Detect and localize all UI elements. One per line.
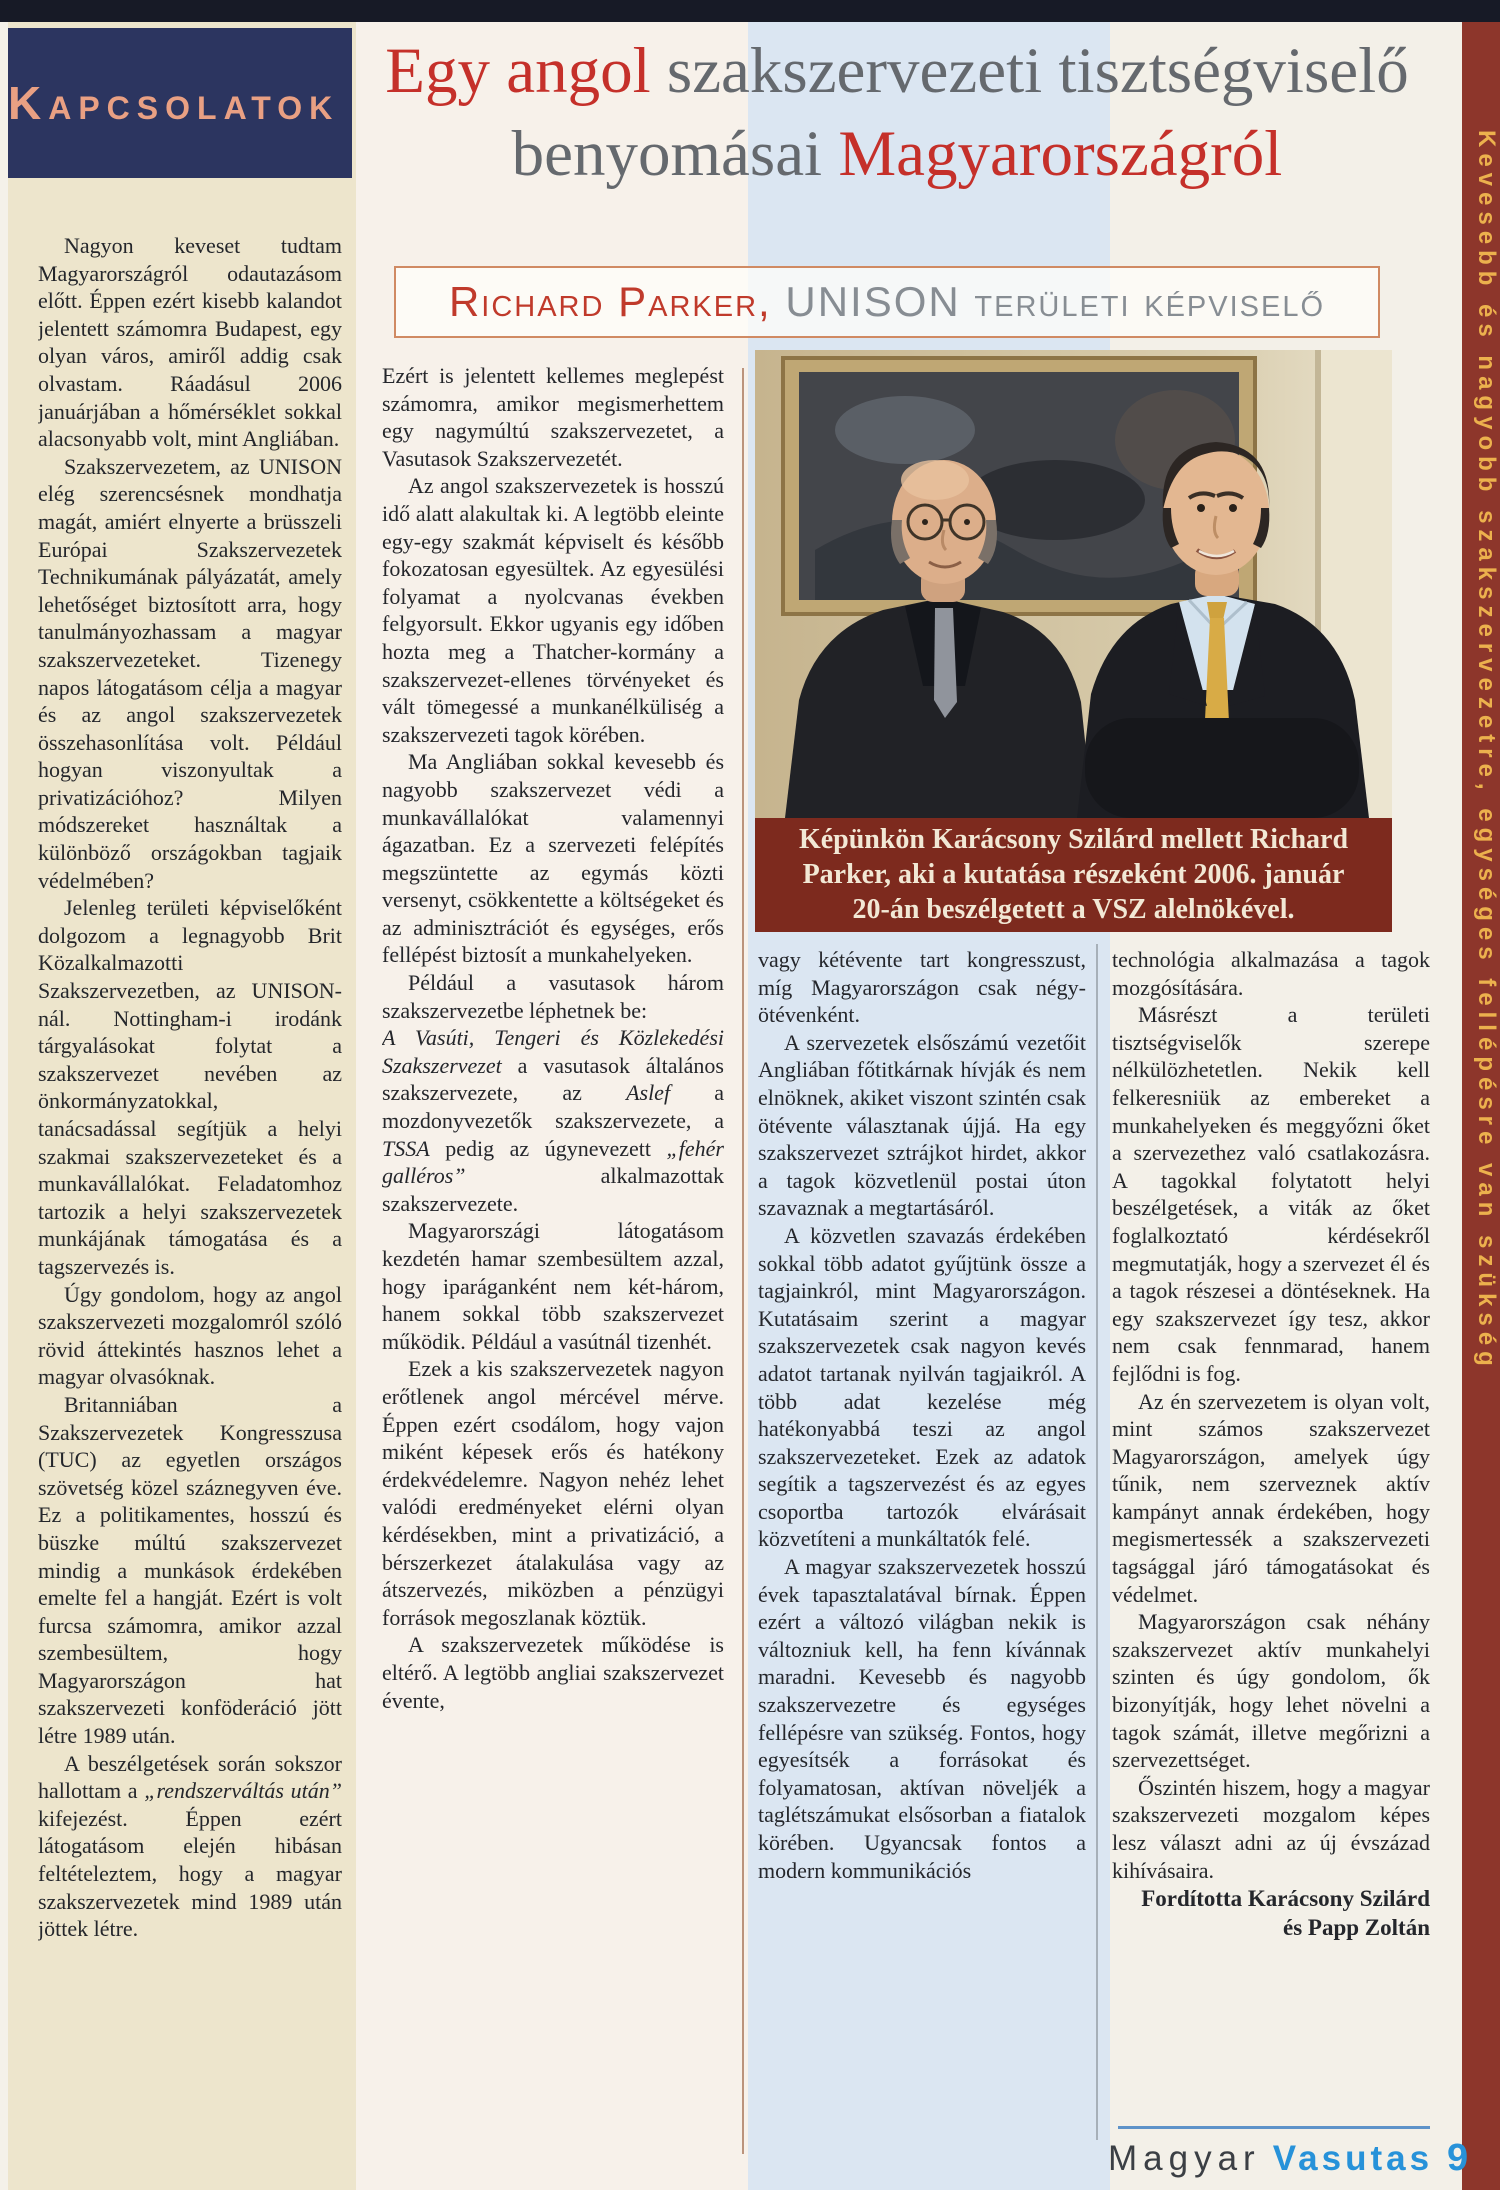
article-photo: [755, 350, 1392, 818]
text-column-2: [382, 362, 724, 2164]
title-red-part: Egy angol: [385, 35, 667, 107]
quoted-phrase: „fehér galléros”: [382, 1135, 724, 1189]
body-paragraph: Az angol szakszervezetek is hosszú idő alatt alakultak ki. A legtöbb eleinte egy-egy szakmát képviselt és később fokozatosan egyesültek. Az egyesülési folyamat a nyolcvanas években felgyorsult. Ekkor ugyanis egy időben hozta meg a Thatcher-kormány a szakszervezet-ellenes törvényeket és vált tömegessé a munkanélküliség a szakszervezeti tagok körében.: [382, 473, 724, 747]
body-paragraph: Jelenleg területi képviselőként dolgozom a legnagyobb Brit Közalkalmazotti Szakszervezetben, az UNISON-nál. Nottingham-i irodánk tárgyalásokat folytat a szakszervezet nevében az önkormányzatokkal, tanácsadással segítjük a helyi szakmai szakszervezeteket és a munkavállalókat. Feladatomhoz tartozik a helyi szakszervezetek munkájának támogatása és a tagszervezés is.: [38, 895, 342, 1279]
body-paragraph: Magyarországi látogatásom kezdetén hamar szembesültem azzal, hogy iparáganként nem két-három, hanem sokkal több szakszervezet működik. Például a vasútnál tizenhét.: [382, 1218, 724, 1354]
paragraph-text: kifejezést. Éppen ezért látogatásom elején hibásan feltételeztem, hogy a magyar szakszervezetek mind 1989 után jöttek létre.: [38, 1805, 342, 1942]
body-paragraph: Őszintén hiszem, hogy a magyar szakszervezeti mozgalom képes lesz választ adni az új évszázad kihívásaira.: [1112, 1774, 1430, 1883]
magazine-name-part2: Vasutas: [1272, 2139, 1434, 2178]
article-subtitle: [394, 266, 1380, 338]
column-divider: [1096, 944, 1098, 2140]
body-paragraph: Magyarországon csak néhány szakszervezet aktív munkahelyi szinten és úgy gondolom, ők bizonyítják, hogy lehet növelni a tagok számát, illetve megőrizni a szervezettséget.: [1112, 1609, 1430, 1773]
body-paragraph: Másrészt a területi tisztségviselők szerepe nélkülözhetetlen. Nekik kell felkeresniük az embereket a munkahelyeken és meggyőzni őket a szervezethez való csatlakozásra. A tagokkal folytatott helyi beszélgetések, a viták az őket foglalkoztató kérdésekről megmutatják, hogy a szervezet él és a tagok részesei a döntéseknek. Ha egy szakszervezet így tesz, akkor nem csak fennmarad, hanem fejlődni is fog.: [1112, 1002, 1430, 1386]
subtitle-author-name: Richard Parker,: [448, 278, 786, 325]
magazine-footer: [1108, 2136, 1469, 2181]
title-red-part2: Magyarországról: [838, 118, 1283, 190]
article-title: [360, 30, 1434, 196]
photo-illustration: [755, 350, 1392, 818]
page-number: 9: [1447, 2137, 1469, 2179]
body-paragraph: A szakszervezetek működése is eltérő. A legtöbb angliai szakszervezet évente,: [382, 1632, 724, 1713]
paragraph-text: pedig az úgynevezett: [429, 1135, 667, 1161]
subtitle-union-name: UNISON: [785, 278, 975, 325]
union-name: A Vasúti, Tengeri és Közlekedési Szakszervezet: [382, 1025, 724, 1078]
text-column-3: [758, 946, 1086, 2162]
body-paragraph-union-list: [382, 1024, 724, 1217]
body-paragraph: Az én szervezetem is olyan volt, mint számos szakszervezet Magyarországon, amelyek úgy tűnik, nem szerveznek aktív kampányt annak érdekében, hogy megismertessék a szakszervezeti tagsággal járó támogatásokat és védelmet.: [1112, 1388, 1430, 1607]
page-top-edge: [0, 0, 1500, 22]
subtitle-role: területi képviselő: [974, 278, 1326, 325]
footer-rule: [1118, 2126, 1430, 2129]
body-paragraph: Például a vasutasok három szakszervezetbe léphetnek be:: [382, 970, 724, 1023]
body-paragraph: Ezek a kis szakszervezetek nagyon erőtlenek angol mércével mérve. Éppen ezért csodálom, hogy vajon miként képesek erős és hatékony érdekvédelemre. Nagyon nehéz lehet valódi eredményeket elérni olyan kérdésekben, mint a privatizáció, a bérszerkezet átalakulása vagy az átszervezés, miközben a pénzügyi források megoszlanak köztük.: [382, 1356, 724, 1630]
right-sidebar-bar: [1462, 22, 1500, 2190]
title-gray-part: szakszervezeti tisztségviselő: [666, 35, 1409, 107]
body-paragraph: Britanniában a Szakszervezetek Kongresszusa (TUC) az egyetlen országos szövetség közel száznegyven éve. Ez a politikamentes, hosszú és büszke múltú szakszervezet mindig a munkások érdekében emelte fel a hangját. Ezért is volt furcsa számomra, amikor azzal szembesültem, hogy Magyarországon hat szakszervezeti konföderáció jött létre 1989 után.: [38, 1391, 342, 1749]
body-paragraph: Ezért is jelentett kellemes meglepést számomra, amikor megismerhettem egy nagymúltú szakszervezetet, a Vasutasok Szakszervezetét.: [382, 363, 724, 471]
sidebar-vertical-quote: Kevesebb és nagyobb szakszervezetre, egységes fellépésre van szükség: [1473, 130, 1500, 1372]
text-column-4: [1112, 946, 1430, 2136]
body-paragraph: A szervezetek elsőszámú vezetőit Angliában főtitkárnak hívják és nem elnöknek, akiket viszont szintén csak ötévente választanak újjá. Ha egy szakszervezet sztrájkot hirdet, akkor a tagok közvetlenül postai úton szavaznak a megtartásáról.: [758, 1029, 1086, 1221]
crossed-arms: [1085, 718, 1359, 818]
paragraph-text: a vasutasok általános szakszervezete, az: [382, 1052, 724, 1106]
union-name: Aslef: [626, 1080, 671, 1106]
quoted-phrase: „rendszerváltás után”: [144, 1778, 342, 1804]
body-paragraph: A közvetlen szavazás érdekében sokkal több adatot gyűjtünk össze a tagjainkról, mint Magyarországon. Kutatásaim szerint a magyar szakszervezetek csak nagyon kevés adatot tartanak nyilván tagjaikról. A több adat kezelése még hatékonyabbá teszi az angol szakszervezeteket. Ezek az adatok segítik a tagszervezést és az egyes csoportba tartozók elvárásait közvetíteni a munkáltatók felé.: [758, 1222, 1086, 1552]
magazine-name-part1: Magyar: [1108, 2139, 1261, 2178]
union-name: TSSA: [382, 1135, 430, 1161]
section-tag: Kapcsolatok: [8, 28, 352, 178]
body-paragraph: [38, 1750, 342, 1943]
title-gray-part2: benyomásai: [511, 118, 839, 190]
tie-gray: [934, 608, 957, 718]
body-paragraph: A magyar szakszervezetek hosszú évek tapasztalatával bírnak. Éppen ezért a változó világban nekik is változniuk kell, ha fenn kívánnak maradni. Kevesebb és nagyobb szakszervezetre és egységes fellépésre van szükség. Fontos, hogy egyesítsék a forrásokat és folyamatosan, aktívan növeljék a taglétszámukat elsősorban a fiatalok körében. Ugyancsak fontos a modern kommunikációs: [758, 1554, 1086, 1883]
body-paragraph: Nagyon keveset tudtam Magyarországról odautazásom előtt. Éppen ezért kisebb kalandot jelentett számomra Budapest, egy olyan város, amiről addig csak olvastam. Ráadásul 2006 januárjában a hőmérséklet sokkal alacsonyabb volt, mint Angliában.: [38, 233, 342, 452]
body-paragraph: vagy kétévente tart kongresszust, míg Magyarországon csak négy-ötévenként.: [758, 947, 1086, 1028]
body-paragraph: technológia alkalmazása a tagok mozgósítására.: [1112, 947, 1430, 1000]
body-paragraph: Szakszervezetem, az UNISON elég szerencsésnek mondhatja magát, amiért elnyerte a brüsszeli Európai Szakszervezetek Technikumának pályázatát, amely lehetőséget biztosított arra, hogy tanulmányozhassam a magyar szakszervezeteket. Tizenegy napos látogatásom célja a magyar és az angol szakszervezetek összehasonlítása volt. Például hogyan viszonyultak a privatizációhoz? Milyen módszereket használtak a különböző országokban tagjaik védelmében?: [38, 453, 342, 893]
photo-caption: Képünkön Karácsony Szilárd mellett Richard Parker, aki a kutatása részeként 2006. január 20-án beszélgetett a VSZ alelnökével.: [755, 818, 1392, 932]
paragraph-text: alkalmazottak szakszervezete.: [382, 1163, 724, 1216]
paragraph-text: A beszélgetések során sokszor hallottam a: [38, 1750, 342, 1804]
body-paragraph: Ma Angliában sokkal kevesebb és nagyobb szakszervezet védi a munkavállalókat valamennyi ágazatban. Ez a szervezeti felépítés megszüntette az egymás közti versenyt, csökkentette a költségeket és az adminisztrációt és egységes, erős fellépést biztosít a munkahelyeken.: [382, 749, 724, 968]
translator-byline: Fordította Karácsony Szilárd és Papp Zoltán: [1141, 1886, 1430, 1941]
paragraph-text: a mozdonyvezetők szakszervezete, a: [382, 1080, 724, 1134]
text-column-1: [38, 232, 342, 2164]
column-divider: [742, 368, 744, 2154]
body-paragraph: Úgy gondolom, hogy az angol szakszervezeti mozgalomról szóló rövid áttekintés hasznos lehet a magyar olvasóknak.: [38, 1281, 342, 1390]
